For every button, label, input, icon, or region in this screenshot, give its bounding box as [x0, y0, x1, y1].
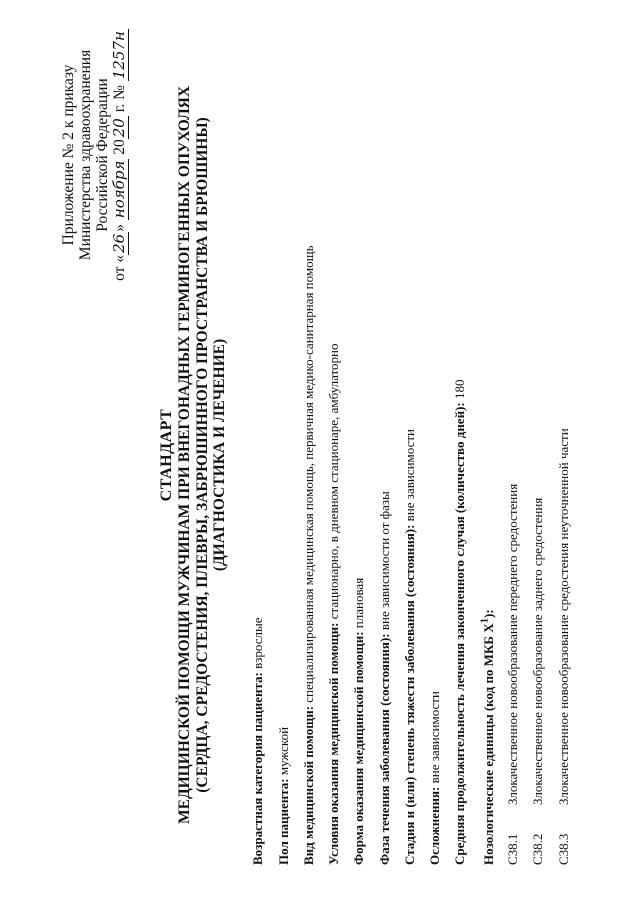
field-stage: Стадия и (или) степень тяжести заболевания (состояния): вне зависимости [402, 429, 417, 865]
document-title: СТАНДАРТ [158, 408, 175, 502]
title-line: МЕДИЦИНСКОЙ ПОМОЩИ МУЖЧИНАМ ПРИ ВНЕГОНАДНЫХ ГЕРМИНОГЕННЫХ ОПУХОЛЯХ [176, 85, 193, 825]
date-prefix: от « [111, 254, 128, 281]
handwritten-year: 20 [110, 118, 128, 138]
year-suffix: г. № [111, 85, 128, 113]
handwritten-month: ноября [110, 160, 128, 219]
appendix-line: Министерства здравоохранения [77, 49, 94, 261]
appendix-block [60, 5, 129, 305]
field-duration: Средняя продолжительность лечения законченного случая (количество дней): 180 [452, 379, 467, 865]
field-sex: Пол пациента: мужской [276, 726, 291, 865]
icd-description: Злокачественное новообразование средостения неуточненной части [556, 428, 571, 805]
field-care-form: Форма оказания медицинской помощи: плановая [351, 577, 366, 865]
field-nosology: Нозологические единицы (код по МКБ $X^1$): [479, 609, 497, 865]
handwritten-number: 1257н [110, 31, 128, 80]
icd-code: C38.1 [505, 833, 520, 865]
field-phase: Фаза течения заболевания (состояния): вне зависимости от фазы [377, 491, 392, 865]
appendix-line: Российской Федерации [94, 78, 111, 232]
field-complications: Осложнения: вне зависимости [427, 691, 442, 865]
icd-code: C38.2 [530, 833, 545, 865]
appendix-line: Приложение № 2 к приказу [60, 64, 77, 246]
icd-description: Злокачественное новообразование заднего средостения [530, 497, 545, 805]
icd-description: Злокачественное новообразование переднего средостения [505, 483, 520, 805]
field-age: Возрастная категория пациента: взрослые [250, 617, 265, 865]
field-care-conditions: Условия оказания медицинской помощи: стационарно, в дневном стационаре, амбулаторно [326, 343, 341, 865]
field-care-type: Вид медицинской помощи: специализированная медицинская помощь, первичная медико-санитарная помощь [301, 245, 316, 865]
title-line: (ДИАГНОСТИКА И ЛЕЧЕНИЕ) [211, 338, 228, 572]
year-prefix: 20 [111, 139, 128, 155]
handwritten-day: 26 [110, 233, 128, 253]
icd-code: C38.3 [556, 833, 571, 865]
date-mid: » [111, 224, 128, 232]
appendix-date-line [111, 5, 129, 305]
title-line: (СЕРДЦА, СРЕДОСТЕНИЯ, ПЛЕВРЫ, ЗАБРЮШИННОГО ПРОСТРАНСТВА И БРЮШИНЫ) [194, 117, 211, 793]
